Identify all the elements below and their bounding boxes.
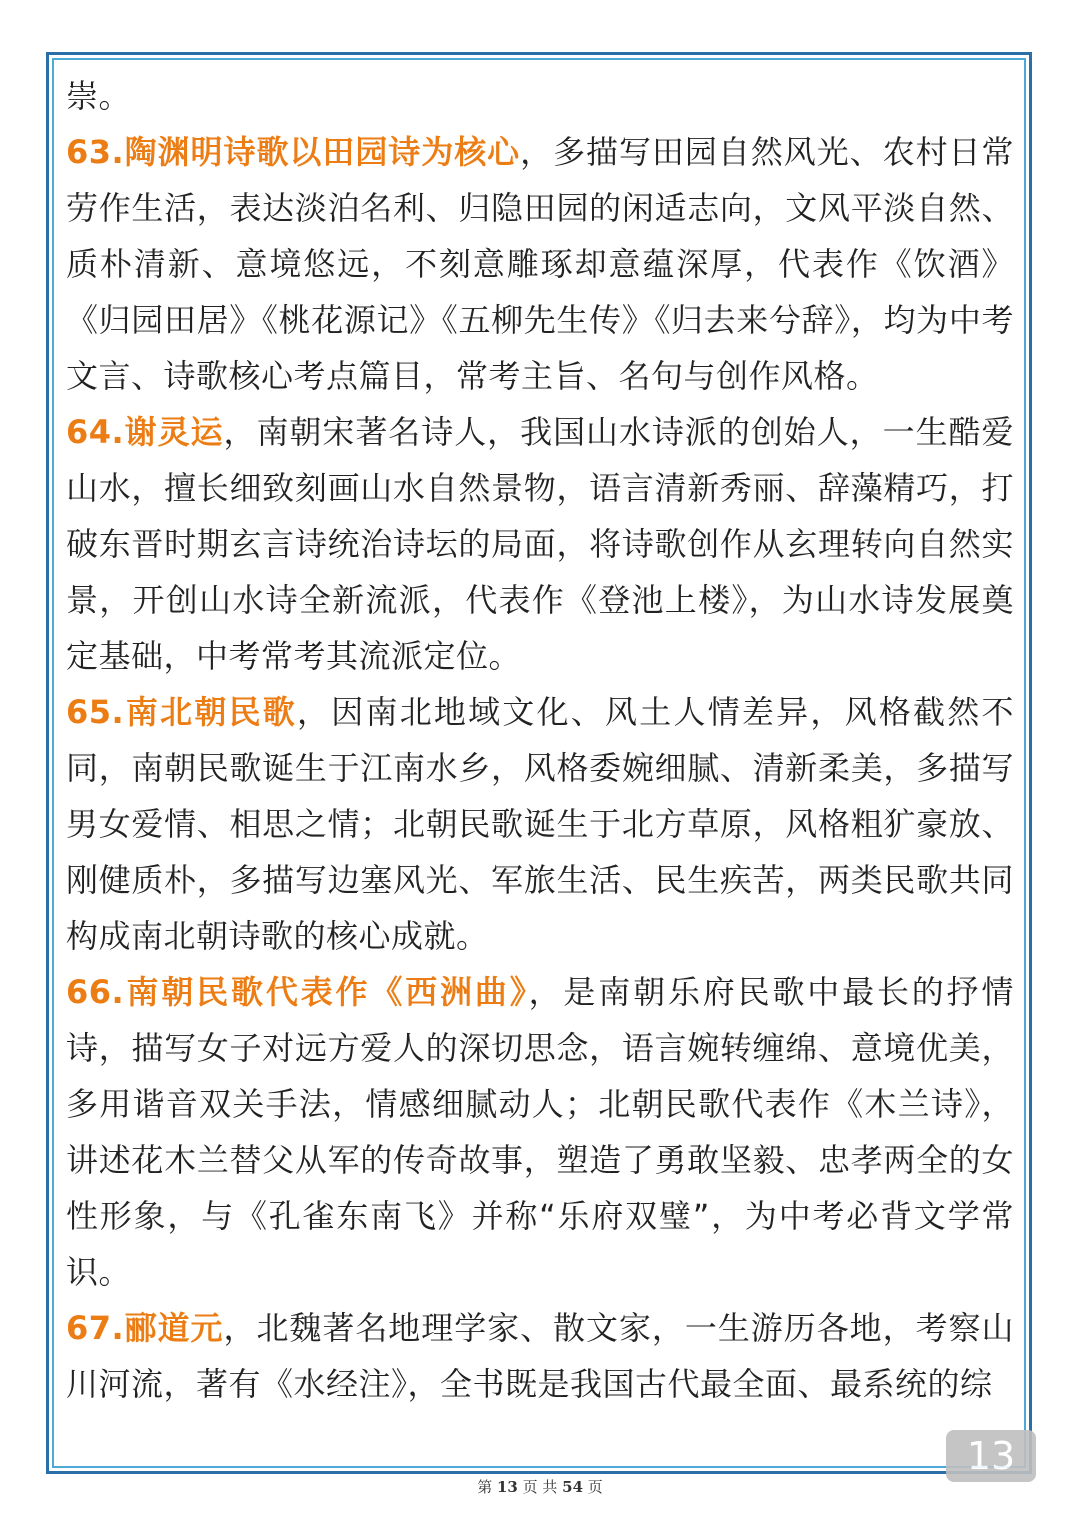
item-heading: 67.郦道元 bbox=[66, 1309, 224, 1347]
footer-suffix: 页 bbox=[583, 1478, 603, 1496]
page-footer bbox=[0, 1476, 1080, 1498]
item-text: ，因南北地域文化、风土人情差异，风格截然不同，南朝民歌诞生于江南水乡，风格委婉细腻、清新柔美，多描写男女爱情、相思之情；北朝民歌诞生于北方草原，风格粗犷豪放、刚健质朴，多描写边塞风光、军旅生活、民生疾苦，两类民歌共同构成南北朝诗歌的核心成就。 bbox=[66, 693, 1014, 955]
footer-prefix: 第 bbox=[477, 1478, 497, 1496]
item-text: ，多描写田园自然风光、农村日常劳作生活，表达淡泊名利、归隐田园的闲适志向，文风平淡自然、质朴清新、意境悠远，不刻意雕琢却意蕴深厚，代表作《饮酒》《归园田居》《桃花源记》《五柳先生传》《归去来兮辞》，均为中考文言、诗歌核心考点篇目，常考主旨、名句与创作风格。 bbox=[66, 133, 1014, 395]
page-number-badge: 13 bbox=[946, 1430, 1036, 1482]
item-text: ，北魏著名地理学家、散文家，一生游历各地，考察山川河流，著有《水经注》，全书既是我国古代最全面、最系统的综 bbox=[66, 1309, 1014, 1403]
paragraph-64 bbox=[66, 404, 1014, 684]
item-heading: 66.南朝民歌代表作《西洲曲》 bbox=[66, 973, 529, 1011]
paragraph-65 bbox=[66, 684, 1014, 964]
item-heading: 65.南北朝民歌 bbox=[66, 693, 298, 731]
item-heading: 64.谢灵运 bbox=[66, 413, 224, 451]
item-text: ，是南朝乐府民歌中最长的抒情诗，描写女子对远方爱人的深切思念，语言婉转缠绵、意境优美，多用谐音双关手法，情感细腻动人；北朝民歌代表作《木兰诗》，讲述花木兰替父从军的传奇故事，塑造了勇敢坚毅、忠孝两全的女性形象，与《孔雀东南飞》并称“乐府双璧”，为中考必背文学常识。 bbox=[66, 973, 1014, 1291]
footer-middle: 页 共 bbox=[517, 1478, 563, 1496]
footer-current-page: 13 bbox=[496, 1478, 518, 1496]
paragraph-67 bbox=[66, 1300, 1014, 1412]
footer-total-pages: 54 bbox=[562, 1478, 584, 1496]
item-heading: 63.陶渊明诗歌以田园诗为核心 bbox=[66, 133, 521, 171]
paragraph-63 bbox=[66, 124, 1014, 404]
document-body bbox=[66, 68, 1014, 1412]
item-text: ，南朝宋著名诗人，我国山水诗派的创始人，一生酷爱山水，擅长细致刻画山水自然景物，语言清新秀丽、辞藻精巧，打破东晋时期玄言诗统治诗坛的局面，将诗歌创作从玄理转向自然实景，开创山水诗全新流派，代表作《登池上楼》，为山水诗发展奠定基础，中考常考其流派定位。 bbox=[66, 413, 1014, 675]
paragraph-62-tail bbox=[66, 68, 1014, 124]
item-text: 崇。 bbox=[66, 77, 132, 115]
paragraph-66 bbox=[66, 964, 1014, 1300]
